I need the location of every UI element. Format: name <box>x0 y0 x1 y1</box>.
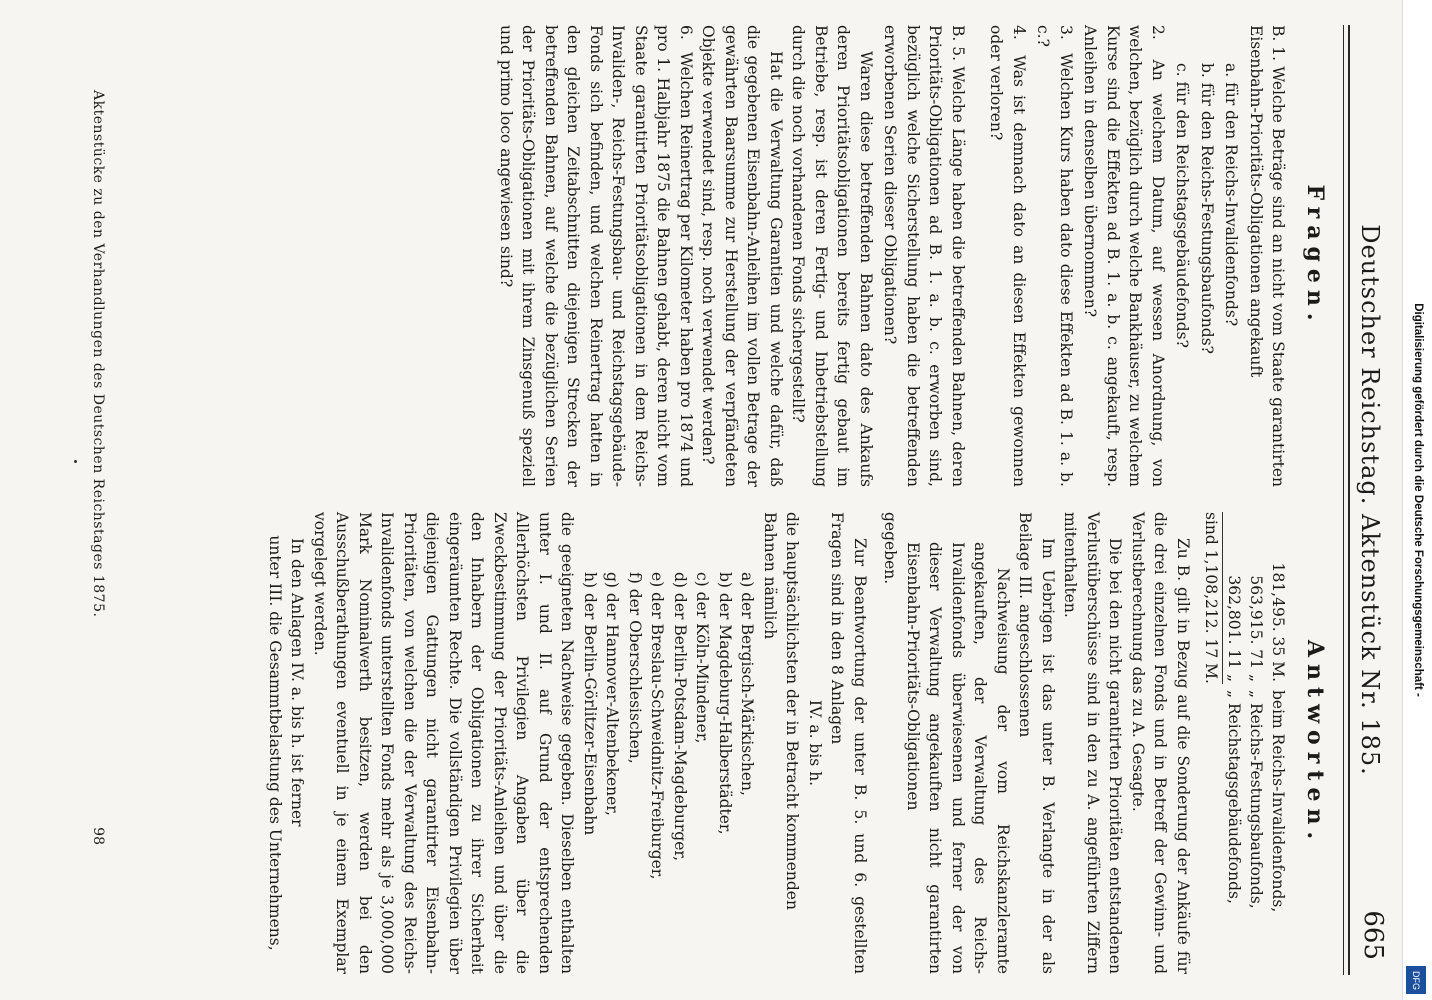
question-sub-item: b. für den Reichs-Festungsbaufonds? <box>1198 63 1216 354</box>
header-rule-secondary <box>1343 25 1344 975</box>
header-rule <box>1348 25 1350 975</box>
answer-paragraph: Nachweisung der vom Reichskanzleramte angekauften, der Verwaltung des Reichs-Invalidenfonds überwiesenen und ferner der von dieser Verwaltung angekauften nicht garantirten Eisenbahn-Prioritäts-Obligationen <box>904 542 1012 974</box>
question-b1 <box>1245 25 1290 487</box>
print-speck <box>74 460 77 463</box>
question-4 <box>985 25 1030 487</box>
question-number: 2. <box>1149 25 1167 40</box>
amount-value: 181,495. 35 M. <box>1269 562 1288 682</box>
question-text: An welchem Datum, auf wessen Anordnung, von welchen, bezüglich durch welche Bankhäuser, zu welchem Kurse sind die Effekten ad B. 1. a. b. c. angekauft, resp. Anleihen in denselben übernommen? <box>1081 25 1167 487</box>
railway-list-item: e) der Breslau-Schweidnitz-Freiburger, <box>648 572 667 880</box>
amount-row <box>1246 512 1268 974</box>
railway-list-item: h) der Berlin-Görlitzer-Eisenbahn <box>581 572 599 836</box>
question-paragraph: Hat die Verwaltung Garantien und welche dafür, daß die gegebenen Eisenbahn-Anleihen im vollen Betrage der gewährten Baarsumme zur Herstellung der verpfändeten Objekte verwendet sind, resp. noch verwendet werden? <box>699 25 785 487</box>
question-text: Welchen Reinertrag per Kilometer haben pro 1874 und pro 1. Halbjahr 1875 die Bahnen gehabt, deren nicht vom Staate garantirten Prioritätsobligationen in dem Reichs-Invaliden-, Reichs-Festungsbau- und Reichstagsgebäude-Fonds sich befinden, und welchen Reinertrag hatten in den gleichen Zeitabschnitten diejenigen Strecken der betreffenden Bahnen, auf welche die bezüglichen Serien der Prioritäts-Obligationen mit ihrem Zinsgenuß speziell und primo loco angewiesen sind? <box>497 25 695 487</box>
question-2 <box>1079 25 1169 487</box>
railway-list-item: f) der Oberschlesischen, <box>626 572 644 764</box>
question-number: B. 5. <box>949 25 967 62</box>
railway-list-item: g) der Hannover-Altenbekener, <box>603 572 622 816</box>
question-text: Welche Länge haben die betreffenden Bahnen, deren Prioritäts-Obligationen ad B. 1. a. b. c. erworben sind, bezüglich welche Sicherstellung haben die betreffenden erworbenen Serien dieser Obligationen? <box>881 25 967 487</box>
answer-paragraph: unter III. die Gesammtbelastung des Unternehmens, <box>266 535 284 951</box>
question-paragraph: Waren diese betreffenden Bahnen dato des Ankaufs deren Prioritätsobligationen bereits fertig gebaut im Betriebe, resp. ist deren Fertig- und Inbetriebstellung durch die noch vorhandenen Fonds sichergestellt? <box>789 25 875 487</box>
questions-heading: Fragen. <box>1302 184 1328 328</box>
dfg-logo: DFG <box>1406 966 1426 994</box>
question-sub-item: c. für den Reichstagsgebäudefonds? <box>1173 63 1192 348</box>
question-sub-item: a. für den Reichs-Invalidenfonds? <box>1222 63 1241 327</box>
footer-source-line: Aktenstücke zu den Verhandlungen des Deutschen Reichstages 1875. <box>90 90 106 618</box>
answers-column <box>264 512 1335 974</box>
question-6 <box>495 25 698 487</box>
answer-paragraph: In den Anlagen IV. a. bis h. ist ferner <box>288 538 307 827</box>
page-number: 665 <box>1358 910 1388 960</box>
question-3 <box>1032 25 1077 487</box>
digitization-note: Digitalisierung gefördert durch die Deutsche Forschungsgemeinschaft - <box>1412 303 1424 697</box>
railway-list-item: d) der Berlin-Potsdam-Magdeburger, <box>671 572 689 862</box>
question-text: Was ist demnach dato an diesen Effekten gewonnen oder verloren? <box>987 25 1028 487</box>
question-text: Welchen Kurs haben dato diese Effekten ad B. 1. a. b. c.? <box>1034 25 1075 487</box>
question-number: 6. <box>677 25 695 40</box>
answer-paragraph: Die bei den nicht garantirten Prioritäten entstandenen Verlustüberschüsse sind in den zu A. angeführten Ziffern mitenthalten. <box>1061 512 1125 974</box>
amount-row <box>1224 512 1246 974</box>
questions-column <box>493 25 1335 487</box>
railway-list-item: c) der Köln-Mindener, <box>693 572 712 744</box>
answer-paragraph: die geeigneten Nachweise gegeben. Dieselben enthalten unter I. und II. auf Grund der entsprechenden Allerhöchsten Privilegien Angaben über die Zweckbestimmung der Prioritäts-Anleihen und über die den Inhabern der Obligationen zu ihrer Sicherheit eingeräumten Rechte. Die vollständigen Privilegien über diejenigen Gattungen nicht garantirter Eisenbahn-Prioritäten, von welchen die der Verwaltung des Reichs-Invalidenfonds unterstellten Fonds mehr als je 3,000,000 Mark Nominalwerth besitzen, werden bei den Ausschußberathungen eventuell in je einem Exemplar vorgelegt werden. <box>311 512 577 974</box>
answer-paragraph: Im Uebrigen ist das unter B. Verlangte in der als Beilage III. angeschlossenen <box>1016 512 1057 974</box>
document-title: Deutscher Reichstag. Aktenstück Nr. 185. <box>1356 224 1384 776</box>
answers-heading: Antworten. <box>1302 639 1328 847</box>
amount-label: beim Reichs-Invalidenfonds, <box>1269 690 1288 913</box>
amount-value: 362,801. 11 „ <box>1225 575 1244 682</box>
amount-label: „ Reichstagsgebäudefonds, <box>1225 690 1244 904</box>
railway-list-item: a) der Bergisch-Märkischen, <box>738 572 757 796</box>
amount-row <box>1268 512 1290 974</box>
amount-label: „ Reichs-Festungsbaufonds, <box>1247 690 1266 909</box>
railway-list-item: b) der Magdeburg-Halberstädter, <box>716 572 734 835</box>
digitization-banner <box>1402 0 1432 1000</box>
amount-value: 563,915. 71 „ <box>1247 575 1266 682</box>
question-number: 4. <box>1010 25 1028 40</box>
amount-total: sind 1,108,212. 17 M. <box>1200 512 1224 684</box>
answer-paragraph: Zu B. gilt in Bezug auf die Sonderung der Ankäufe für die drei einzelnen Fonds und in Betreff der Gewinn- und Verlustberechnung das zu A. Gesagte. <box>1129 512 1192 974</box>
question-number: B. 1. <box>1269 25 1288 62</box>
question-b5 <box>879 25 969 487</box>
answer-paragraph: gegeben. <box>881 512 900 585</box>
answer-paragraph: die hauptsächlichsten der in Betracht kommenden Bahnen nämlich <box>761 512 802 910</box>
footer-page-mark: 98 <box>90 827 106 845</box>
question-number: 3. <box>1057 25 1075 40</box>
question-text: Welche Beträge sind an nicht vom Staate garantirten Eisenbahn-Prioritäts-Obligationen angekauft <box>1247 25 1288 487</box>
answer-annex-ref: IV. a. bis h. <box>806 699 824 787</box>
answer-paragraph: Zur Beantwortung der unter B. 5. und 6. gestellten Fragen sind in den 8 Anlagen <box>828 512 869 974</box>
